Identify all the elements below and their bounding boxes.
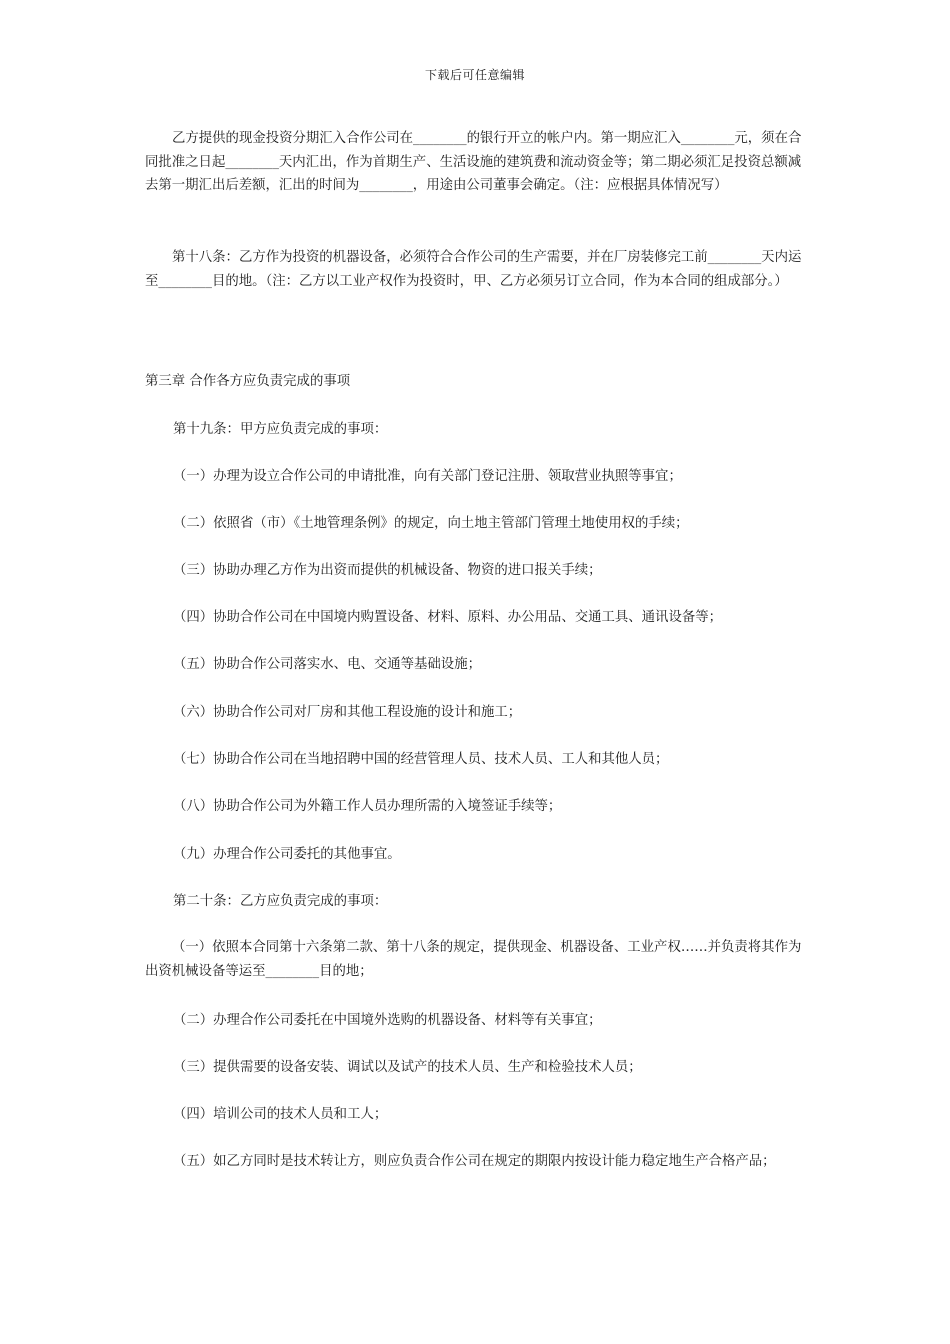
article-19-item: （三）协助办理乙方作为出资而提供的机械设备、物资的进口报关手续； [173, 563, 602, 578]
page-header: 下载后可任意编辑 [424, 68, 525, 82]
article-19-item: （二）依照省（市）《土地管理条例》的规定，向土地主管部门管理土地使用权的手续； [173, 516, 689, 531]
article-19-item: （一）办理为设立合作公司的申请批准，向有关部门登记注册、领取营业执照等事宜； [173, 469, 682, 484]
article-19-item: （九）办理合作公司委托的其他事宜。 [173, 847, 401, 862]
article-19-item: （六）协助合作公司对厂房和其他工程设施的设计和施工； [173, 705, 522, 720]
article-18-paragraph: 第十八条：乙方作为投资的机器设备，必须符合合作公司的生产需要，并在厂房装修完工前________天内运至________目的地。（注：乙方以工业产权作为投资时，甲、乙方必须另订立合同，作为本合同的组成部分。） [145, 250, 802, 289]
chapter-3-title: 第三章 合作各方应负责完成的事项 [145, 374, 351, 389]
article-19-item: （七）协助合作公司在当地招聘中国的经营管理人员、技术人员、工人和其他人员； [173, 752, 669, 767]
article-19-item: （四）协助合作公司在中国境内购置设备、材料、原料、办公用品、交通工具、通讯设备等； [173, 610, 723, 625]
article-20-item: （三）提供需要的设备安装、调试以及试产的技术人员、生产和检验技术人员； [173, 1060, 642, 1075]
article-19-item: （八）协助合作公司为外籍工作人员办理所需的入境签证手续等； [173, 799, 562, 814]
article-20-item: （五）如乙方同时是技术转让方，则应负责合作公司在规定的期限内按设计能力稳定地生产合格产品； [173, 1154, 776, 1169]
article-20-title: 第二十条：乙方应负责完成的事项： [173, 894, 388, 909]
article-19-title: 第十九条：甲方应负责完成的事项： [173, 422, 388, 437]
article-19-item: （五）协助合作公司落实水、电、交通等基础设施； [173, 657, 481, 672]
cash-investment-paragraph: 乙方提供的现金投资分期汇入合作公司在________的银行开立的帐户内。第一期应汇入________元，须在合同批准之日起________天内汇出，作为首期生产、生活设施的建筑费和流动资金等；第二期必须汇足投资总额减去第一期汇出后差额，汇出的时间为________，用途由公司董事会确定。（注：应根据具体情况写） [145, 131, 802, 193]
article-20-item: （四）培训公司的技术人员和工人； [173, 1107, 388, 1122]
article-20-item: （一）依照本合同第十六条第二款、第十八条的规定，提供现金、机器设备、工业产权……并负责将其作为出资机械设备等运至________目的地； [145, 940, 802, 979]
article-20-item: （二）办理合作公司委托在中国境外选购的机器设备、材料等有关事宜； [173, 1013, 602, 1028]
